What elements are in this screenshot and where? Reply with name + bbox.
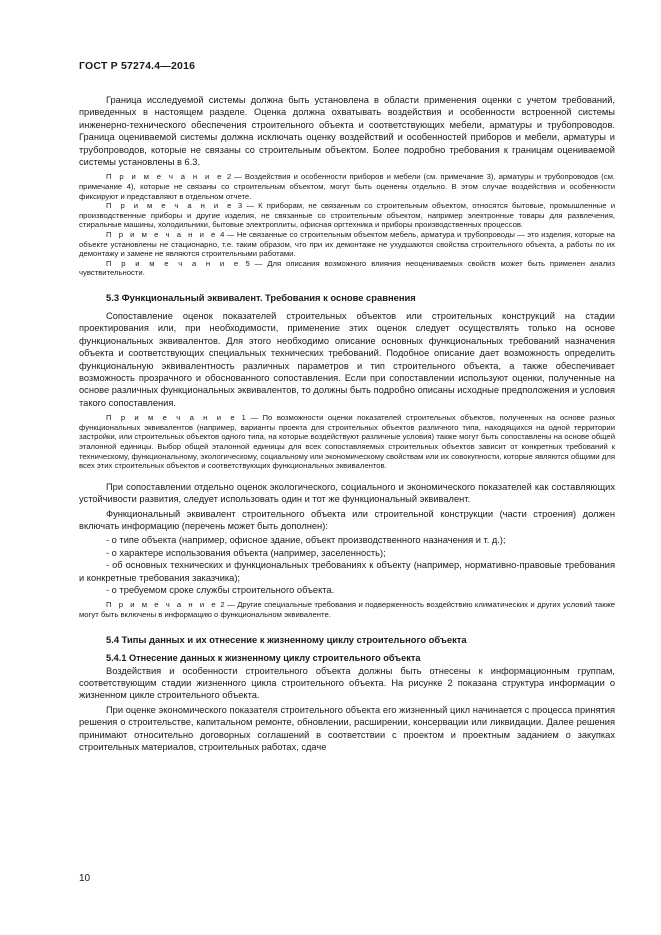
- section-5-3-paragraph-1: Сопоставление оценок показателей строительных объектов или строительных конструкций на стадии проектирования или, при необходимости, применение этих оценок следует осуществлять только на основе функциональных эквивалентов. Для этого необходимо описание основных функциональных требований назначения объекта и соответствующих специальных технических требований. Подобное описание дает возможность определить функциональную эквивалентность различных параметров и тип строительного объекта, а также обеспечивает возможность прозрачного и обоснованного сопоставления. Если при сопоставлении используют оценки, полученные на основе различных функциональных эквивалентов, то должны быть подробно описаны исходные предположения и условия такого сопоставления.: [79, 310, 615, 408]
- note-text: 3 — К приборам, не связанным со строительным объектом, относятся бытовые, промышленные и производственные приборы и другие изделия, не связанные со строительным объектом, например электронные товары для развлечения, стиральные машины, холодильники, бытовые электроплиты, офисная оргтехника и приборы производственных процессов.: [79, 201, 615, 230]
- section-5-4-paragraph-1: Воздействия и особенности строительного объекта должны быть отнесены к информационным группам, соответствующим стадии жизненного цикла строительного объекта. На рисунке 2 показана структура информации о жизненном цикле строительного объекта.: [79, 665, 615, 701]
- note-5: [79, 259, 615, 278]
- section-5-3-paragraph-3: Функциональный эквивалент строительного объекта или строительной конструкции (части строения) должен включать информацию (перечень может быть дополнен):: [79, 508, 615, 531]
- note-text: 2 — Другие специальные требования и подверженность воздействию климатических и других условий также могут быть включены в информацию о функциональном эквиваленте.: [79, 600, 615, 620]
- intro-paragraph: Граница исследуемой системы должна быть установлена в области применения оценки с учетом требований, приведенных в настоящем разделе. Оценка должна охватывать воздействия и особенности встроенной системы инженерно-технического обеспечения строительного объекта и соответствующих мебели, арматуры и трубопроводов. Граница оцениваемой системы должна исключать оценку воздействий и особенностей приборов и мебели, арматуры и трубопроводов, которые не связаны со строительным объектом. Более подробно требования к границам оцениваемой системы установлены в 6.3.: [79, 95, 615, 168]
- section-5-4-1-heading: 5.4.1 Отнесение данных к жизненному циклу строительного объекта: [106, 652, 421, 663]
- note-label: П р и м е ч а н и е: [106, 600, 219, 610]
- note-text: 2 — Воздействия и особенности приборов и мебели (см. примечание 3), арматуры и трубопроводов (см. примечание 4), которые не связаны со строительным объектом, могут быть оценены отдельно. В этом случае воздействия и особенности фиксируют и представляют в отдельном отчете.: [79, 172, 615, 201]
- section-5-4-heading: 5.4 Типы данных и их отнесение к жизненному циклу строительного объекта: [106, 633, 467, 645]
- intro-notes: [79, 172, 615, 278]
- note-text: 1 — По возможности оценки показателей строительных объектов, полученных на основе разных функциональных эквивалентов (например, варианты проекта для строительных объектов различного типа, находящихся на одной территории застройки, или строительных объектов одного типа, на которые воздействуют различные условия) также могут быть сопоставлены на основе общей эталонной единицы. Выбор общей эталонной единицы для всех сопоставляемых строительных объектов зависит от конкретных требований к техническому, функциональному, экологическому, социальному или экономическому свойствам или их совокупности, которые являются общими для всех этих строительных объектов и соответствующих функциональных эквивалентов.: [79, 413, 615, 471]
- list-item: - о характере использования объекта (например, заселенность);: [106, 547, 386, 558]
- note-label: П р и м е ч а н и е: [106, 413, 238, 423]
- note-4: [79, 230, 615, 259]
- section-5-3-heading: 5.3 Функциональный эквивалент. Требования к основе сравнения: [106, 291, 416, 303]
- note-text: 5 — Для описания возможного влияния неоцениваемых свойств может быть применен анализ чувствительности.: [79, 258, 615, 278]
- list-item: - об основных технических и функциональных требованиях к объекту (например, нормативно-правовые требования и конкретные требования заказчика);: [79, 560, 615, 583]
- section-5-3-paragraph-2: При сопоставлении отдельно оценок экологического, социального и экономического показателей как составляющих устойчивости развития, следует использовать один и тот же функциональный эквивалент.: [79, 481, 615, 505]
- section-5-3-note-1: [79, 413, 615, 471]
- note-label: П р и м е ч а н и е: [106, 258, 241, 268]
- section-5-3-note-1-block: [79, 413, 615, 471]
- section-5-3-note-2-block: [79, 600, 615, 619]
- note-label: П р и м е ч а н и е: [106, 172, 224, 182]
- section-5-3-note-2: [79, 600, 615, 619]
- document-header: ГОСТ Р 57274.4—2016: [79, 60, 196, 72]
- note-3: [79, 201, 615, 230]
- list-item: - о типе объекта (например, офисное здание, объект производственного назначения и т. д.);: [106, 535, 506, 546]
- list-item: - о требуемом сроке службы строительного объекта.: [106, 585, 335, 596]
- page-number: 10: [79, 873, 91, 884]
- note-label: П р и м е ч а н и е: [106, 201, 234, 211]
- page-content: [79, 94, 615, 755]
- note-label: П р и м е ч а н и е: [106, 230, 218, 239]
- section-5-4-paragraph-2: При оценке экономического показателя строительного объекта его жизненный цикл начинается с процесса принятия решения о строительстве, капитальном ремонте, обновлении, расширении, консервации или ликвидации. Далее решения принимают относительно договорных соглашений в соответствии с проектом и проектным заданием о закупках строительных материалов, строительных работах, сдаче: [79, 704, 615, 753]
- note-text: 4 — Не связанные со строительным объектом мебель, арматура и трубопроводы — это изделия, которые на объекте установлены не стационарно, т.е. таким образом, что при их демонтаже не ухудшаются свойства строительного объекта, а работы по их демонтажу и замене не являются строительными работами.: [79, 230, 615, 259]
- note-2: [79, 172, 615, 201]
